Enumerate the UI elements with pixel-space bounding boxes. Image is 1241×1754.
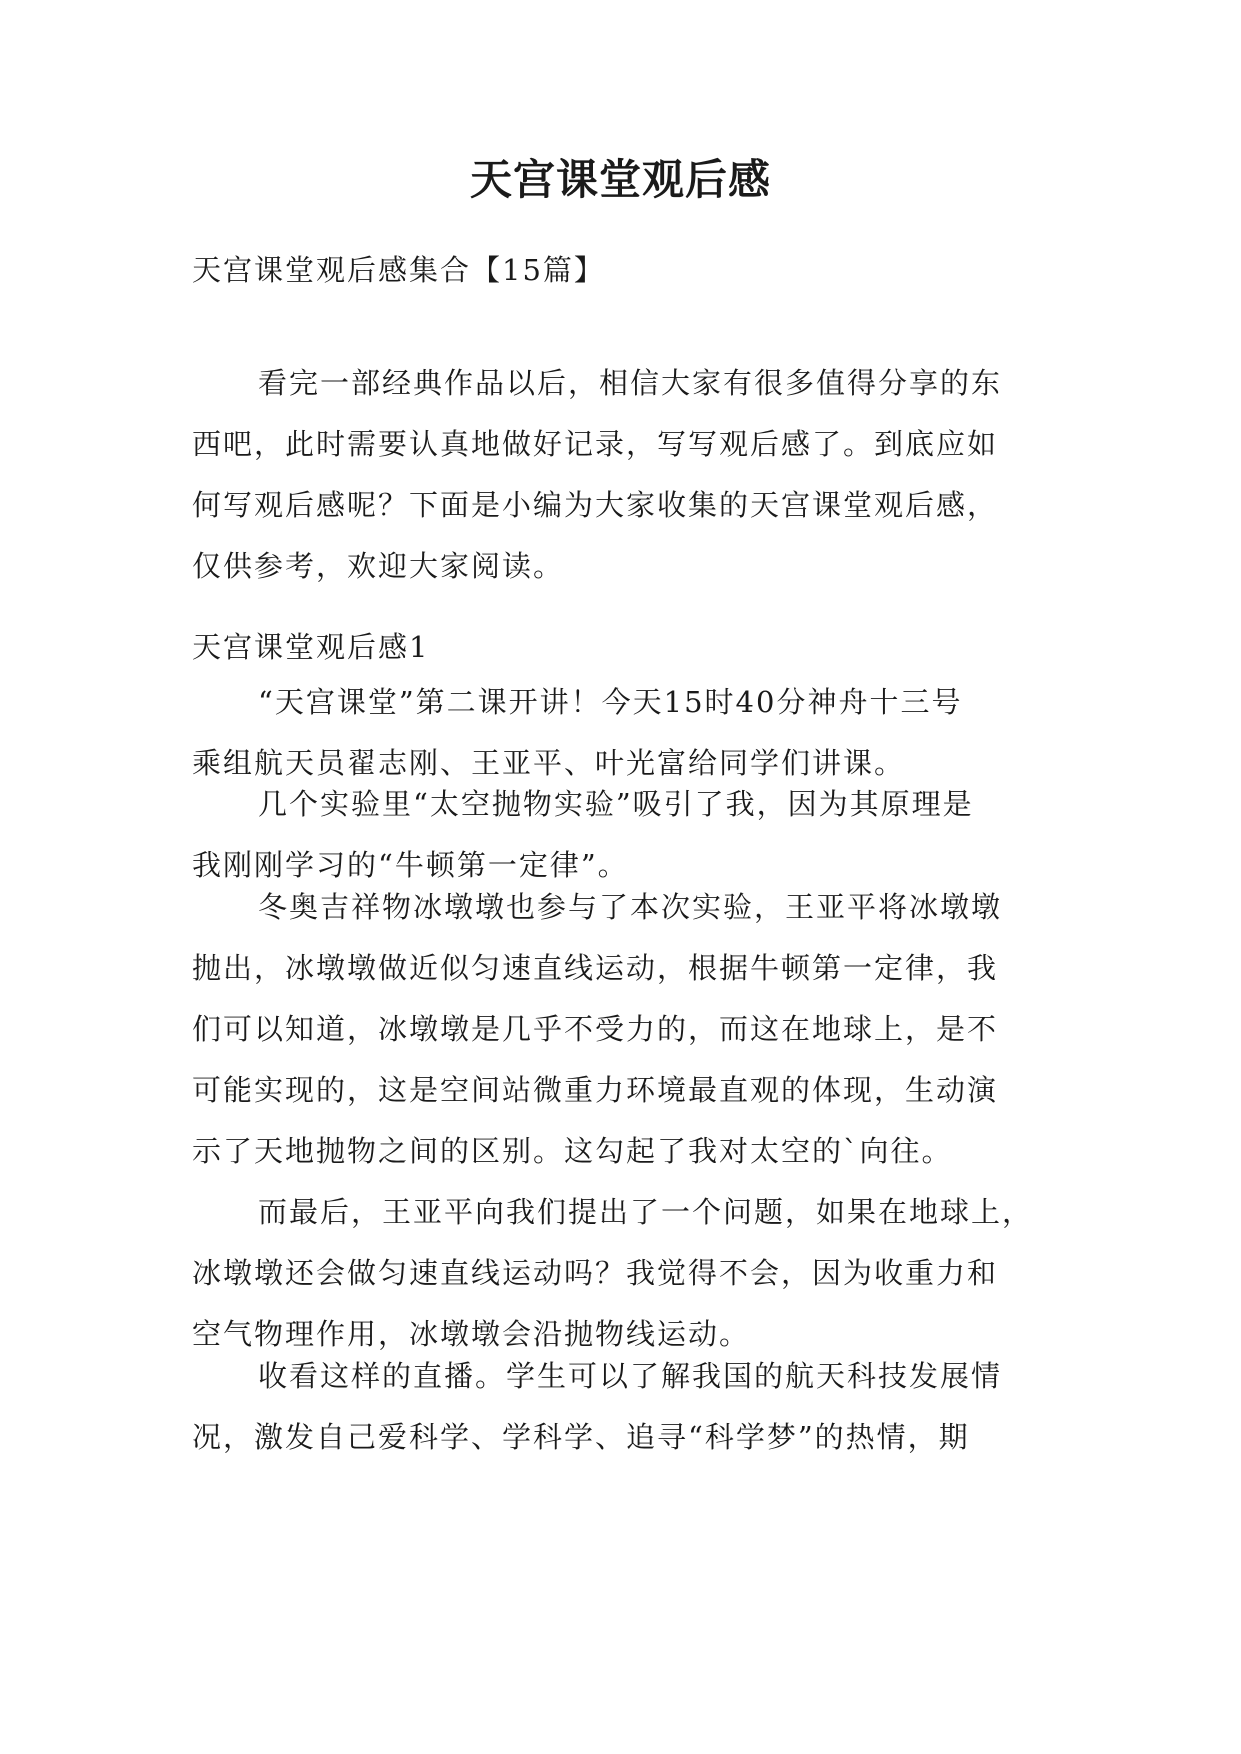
subtitle-line: 天宫课堂观后感集合【15篇】 xyxy=(192,253,605,287)
paragraph-line: “天宫课堂”第二课开讲！今天15时40分神舟十三号 xyxy=(258,685,963,719)
paragraph-line: 乘组航天员翟志刚、王亚平、叶光富给同学们讲课。 xyxy=(192,746,906,780)
paragraph-line: 示了天地抛物之间的区别。这勾起了我对太空的`向往。 xyxy=(192,1134,953,1168)
paragraph-line: 抛出，冰墩墩做近似匀速直线运动，根据牛顿第一定律，我 xyxy=(192,951,999,985)
intro-paragraph xyxy=(192,353,1062,597)
paragraph-line: 而最后，王亚平向我们提出了一个问题，如果在地球上， xyxy=(258,1195,1034,1229)
paragraph-line: 们可以知道，冰墩墩是几乎不受力的，而这在地球上，是不 xyxy=(192,1012,999,1046)
essay-paragraph-3 xyxy=(192,877,1062,1182)
section-heading-line: 天宫课堂观后感1 xyxy=(192,630,430,664)
intro-line: 看完一部经典作品以后，相信大家有很多值得分享的东 xyxy=(258,366,1003,400)
document-title: 天宫课堂观后感 xyxy=(469,155,771,204)
paragraph-line: 冬奥吉祥物冰墩墩也参与了本次实验，王亚平将冰墩墩 xyxy=(258,890,1003,924)
essay-paragraph-5 xyxy=(192,1346,1062,1468)
paragraph-line: 可能实现的，这是空间站微重力环境最直观的体现，生动演 xyxy=(192,1073,999,1107)
paragraph-line: 我刚刚学习的“牛顿第一定律”。 xyxy=(192,848,629,882)
paragraph-line: 空气物理作用，冰墩墩会沿抛物线运动。 xyxy=(192,1317,751,1351)
paragraph-line: 收看这样的直播。学生可以了解我国的航天科技发展情 xyxy=(258,1359,1003,1393)
intro-line: 何写观后感呢？下面是小编为大家收集的天宫课堂观后感， xyxy=(192,488,999,522)
intro-line: 西吧，此时需要认真地做好记录，写写观后感了。到底应如 xyxy=(192,427,999,461)
document-subtitle xyxy=(192,240,1062,301)
paragraph-line: 几个实验里“太空抛物实验”吸引了我，因为其原理是 xyxy=(258,787,974,821)
essay-paragraph-4 xyxy=(192,1182,1062,1365)
paragraph-line: 冰墩墩还会做匀速直线运动吗？我觉得不会，因为收重力和 xyxy=(192,1256,999,1290)
intro-line: 仅供参考，欢迎大家阅读。 xyxy=(192,549,565,583)
paragraph-line: 况，激发自己爱科学、学科学、追寻“科学梦”的热情，期 xyxy=(192,1420,970,1454)
section-heading xyxy=(192,617,1062,678)
